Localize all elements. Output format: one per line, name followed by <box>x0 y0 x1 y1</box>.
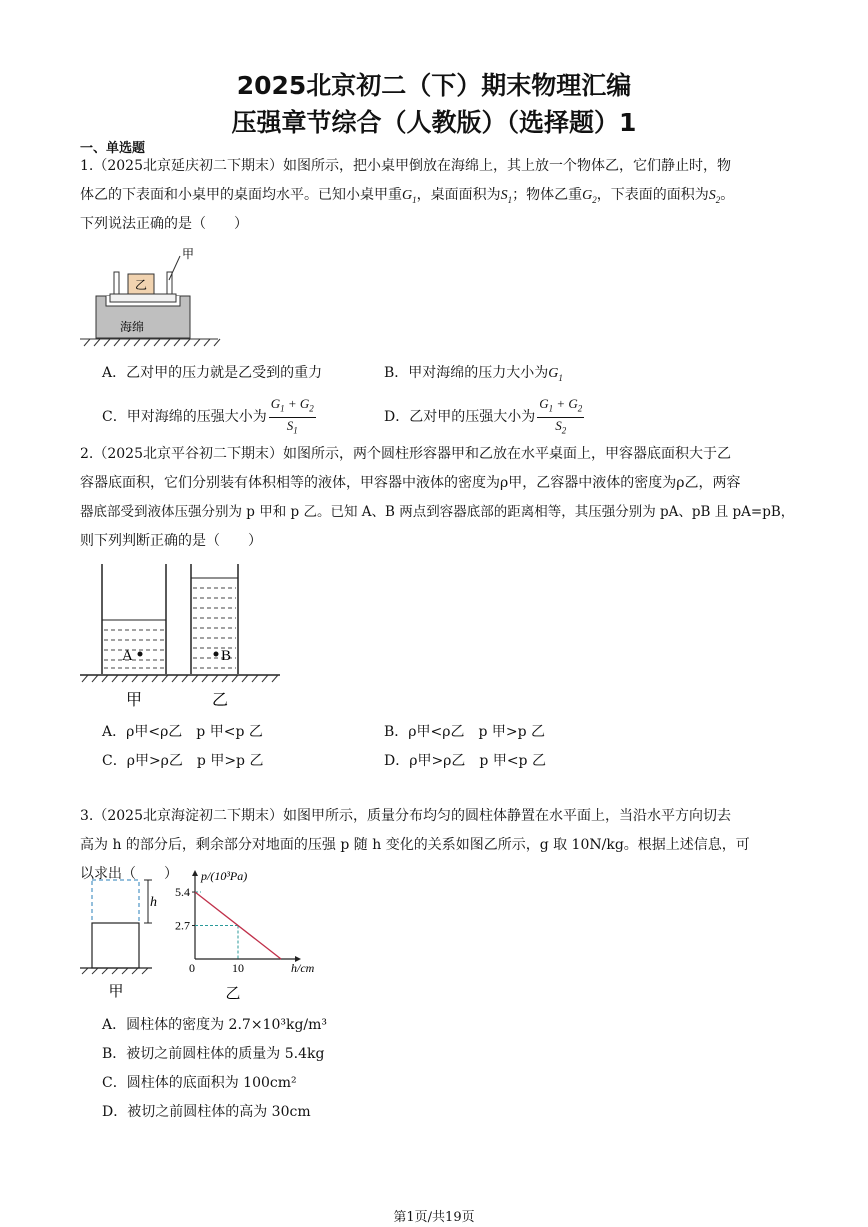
q3-figure-jia <box>80 870 160 1000</box>
section-heading: 一、单选题 <box>80 141 146 156</box>
title-line-1: 2025北京初二（下）期末物理汇编 <box>236 71 632 100</box>
q2-option-a[interactable]: A．ρ甲<ρ乙 p 甲<p 乙 <box>102 724 263 740</box>
y-axis-arrow <box>192 870 198 876</box>
label-yi: 乙 <box>225 984 241 1002</box>
q1-text: ；物体乙重 <box>512 187 583 203</box>
question-1 <box>80 152 790 239</box>
q1-option-c[interactable] <box>102 396 316 438</box>
chart-axes <box>175 869 315 975</box>
symbol-g1: $G_1$ <box>402 188 417 205</box>
q3-option-b[interactable]: B．被切之前圆柱体的质量为 5.4kg <box>102 1046 325 1062</box>
q1-option-d[interactable] <box>384 396 584 438</box>
label-sponge: 海绵 <box>120 320 145 334</box>
label-jia: 甲 <box>126 690 143 709</box>
fraction-g1g2-s2: $\frac{G_1 + G_2}{S_2}$ <box>539 396 583 436</box>
x-tick-label: 10 <box>232 961 244 975</box>
q2-option-c[interactable]: C．ρ甲>ρ乙 p 甲>p 乙 <box>102 753 264 769</box>
option-text: C．甲对海绵的压强大小为 <box>102 409 267 426</box>
q2-line-2: 容器底面积，它们分别装有体积相等的液体，甲容器中液体的密度为ρ甲，乙容器中液体的密度为ρ乙，两容 <box>80 475 741 491</box>
q1-text: ，下表面的面积为 <box>596 187 709 203</box>
q3-line-1: 3.（2025北京海淀初二下期末）如图甲所示，质量分布均匀的圆柱体静置在水平面上，当沿水平方向切去 <box>80 808 731 824</box>
label-a: A <box>122 648 133 664</box>
q1-figure <box>80 244 225 348</box>
q1-option-a[interactable]: A．乙对甲的压力就是乙受到的重力 <box>102 365 323 381</box>
fraction-g1g2-s1: $\frac{G_1 + G_2}{S_1}$ <box>270 396 314 436</box>
label-yi: 乙 <box>135 278 148 292</box>
symbol-s1: $S_1$ <box>500 188 513 205</box>
label-jia: 甲 <box>108 982 124 1000</box>
q1-option-b[interactable] <box>384 362 563 383</box>
q2-figure <box>80 560 280 712</box>
q2-line-3: 器底部受到液体压强分别为 p 甲和 p 乙。已知 A、B 两点到容器底部的距离相等，其压强分别为 pA、pB 且 pA=pB， <box>80 504 795 520</box>
q2-line-1: 2.（2025北京平谷初二下期末）如图所示，两个圆柱形容器甲和乙放在水平桌面上，甲容器底面积大于乙 <box>80 446 731 462</box>
q2-option-d[interactable]: D．ρ甲>ρ乙 p 甲<p 乙 <box>384 753 546 769</box>
q1-text: ，桌面面积为 <box>416 187 501 203</box>
point-b <box>214 652 219 657</box>
label-yi: 乙 <box>212 690 229 709</box>
q1-line-2: 体乙的下表面和小桌甲的桌面均水平。已知小桌甲重$G_1$，桌面面积为$S_1$；物体乙重$G_2$，下表面的面积为$S_2$。 <box>80 187 735 205</box>
q1-line-3: 下列说法正确的是（ ） <box>80 216 248 232</box>
q3-option-a[interactable]: A．圆柱体的密度为 2.7×10³kg/m³ <box>102 1017 328 1033</box>
q2-option-b[interactable]: B．ρ甲<ρ乙 p 甲>p 乙 <box>384 724 546 740</box>
title-line-2: 压强章节综合（人教版）（选择题）1 <box>231 108 637 137</box>
y-axis-label: p/(10³Pa) <box>201 869 248 883</box>
point-a <box>138 652 143 657</box>
q2-line-4: 则下列判断正确的是（ ） <box>80 533 262 549</box>
label-jia: 甲 <box>182 247 195 261</box>
symbol-g2: $G_2$ <box>582 188 597 205</box>
symbol-s2: $S_2$ <box>708 188 721 205</box>
y-tick-label: 2.7 <box>175 918 190 933</box>
chart-marks <box>195 892 281 959</box>
x-tick-label: 0 <box>189 961 195 975</box>
q3-option-c[interactable]: C．圆柱体的底面积为 100cm² <box>102 1075 297 1091</box>
question-2 <box>80 440 795 556</box>
q3-line-3: 以求出（ ） <box>80 866 178 882</box>
option-text: D．乙对甲的压强大小为 <box>384 409 536 426</box>
label-b: B <box>221 648 232 664</box>
q3-line-2: 高为 h 的部分后，剩余部分对地面的压强 p 随 h 变化的关系如图乙所示，g 取 10N/kg。根据上述信息，可 <box>80 837 750 853</box>
q3-option-d[interactable]: D．被切之前圆柱体的高为 30cm <box>102 1104 311 1120</box>
symbol-g1: $G_1$ <box>548 366 563 383</box>
q1-line-1: 1.（2025北京延庆初二下期末）如图所示，把小桌甲倒放在海绵上，其上放一个物体乙，它们静止时，物 <box>80 158 731 174</box>
q3-chart-yi <box>165 864 330 1004</box>
option-text: B．甲对海绵的压力大小为 <box>384 365 549 381</box>
page-footer: 第1页/共19页 <box>393 1210 475 1225</box>
q1-text: 体乙的下表面和小桌甲的桌面均水平。已知小桌甲重 <box>80 187 402 203</box>
x-axis-label: h/cm <box>291 961 315 975</box>
label-h: h <box>150 895 157 910</box>
y-tick-label: 5.4 <box>175 885 190 900</box>
